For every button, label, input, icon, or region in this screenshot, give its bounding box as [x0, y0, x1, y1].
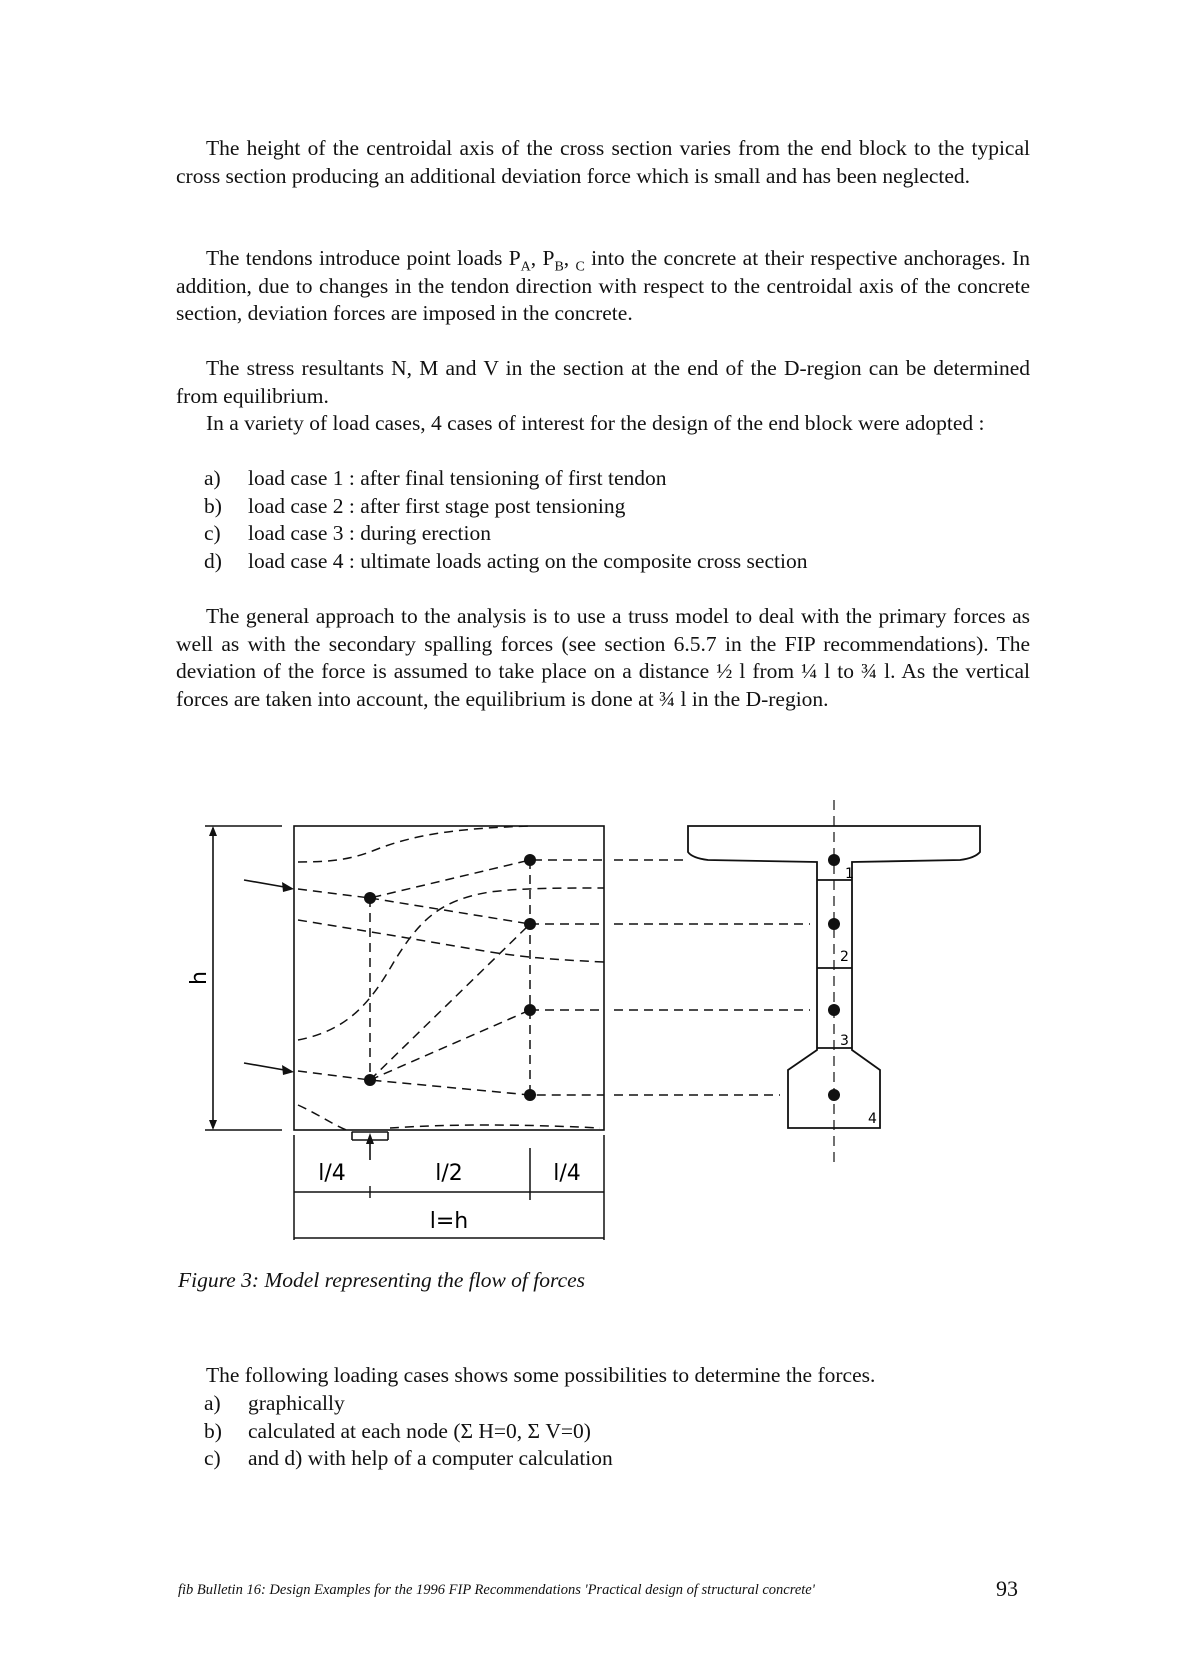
list-item: b) calculated at each node (Σ H=0, Σ V=0): [204, 1418, 591, 1443]
end-block-outline: [294, 826, 604, 1130]
truss-node: [524, 1004, 536, 1016]
height-label: h: [187, 971, 212, 985]
paragraph-load-cases-intro: In a variety of load cases, 4 cases of interest for the design of the end block were adopted :: [206, 411, 985, 435]
section-label-1: 1: [845, 866, 854, 882]
section-label-3: 3: [840, 1033, 849, 1049]
paragraph-loading-cases: The following loading cases shows some possibilities to determine the forces.: [206, 1363, 876, 1387]
paragraph-stress-resultants: The stress resultants N, M and V in the section at the end of the D-region can be determined from equilibrium.: [176, 356, 1030, 408]
list-item: a) graphically: [204, 1391, 345, 1415]
dimension-quarter-left: l/4: [318, 1161, 346, 1186]
page-number: 93: [996, 1576, 1018, 1601]
paragraph-tendons: The tendons introduce point loads $P_A$, $P_B$, $_C$ into the concrete at their respective anchorages. In addition, due to changes in the tendon direction with respect to the centroidal axis of the concrete section, deviation forces are imposed in the concrete.: [176, 246, 1030, 325]
truss-tie-upper: [298, 860, 604, 898]
dimension-total: l=h: [429, 1209, 469, 1234]
stress-trajectory: [298, 826, 530, 862]
paragraph-analysis-approach: The general approach to the analysis is to use a truss model to deal with the primary forces as well as with the secondary spalling forces (see section 6.5.7 in the FIP recommendations). The deviation of the force is assumed to take place on a distance ½ l from ¼ l to ¾ l. As the vertical forces are taken into account, the equilibrium is done at ¾ l in the D-region.: [176, 604, 1030, 711]
method-list: [204, 1390, 613, 1473]
stress-trajectory: [298, 1105, 352, 1132]
list-item: b) load case 2 : after first stage post tensioning: [204, 493, 626, 518]
section-node: [828, 1004, 840, 1016]
truss-node: [524, 918, 536, 930]
dimension-half: l/2: [435, 1161, 463, 1186]
truss-tie-lower: [298, 1071, 604, 1095]
truss-node: [524, 854, 536, 866]
paragraph-centroidal-axis: The height of the centroidal axis of the cross section varies from the end block to the typical cross section producing an additional deviation force which is small and has been neglected.: [176, 136, 1030, 188]
stress-trajectory: [390, 1125, 600, 1128]
figure-caption: Figure 3: Model representing the flow of forces: [178, 1268, 586, 1292]
truss-node: [524, 1089, 536, 1101]
section-node: [828, 854, 840, 866]
truss-node: [364, 1074, 376, 1086]
dimension-quarter-right: l/4: [553, 1161, 581, 1186]
section-node: [828, 1089, 840, 1101]
page-footer: fib Bulletin 16: Design Examples for the 1996 FIP Recommendations 'Practical design of structural concrete': [178, 1582, 815, 1598]
list-item: c) and d) with help of a computer calculation: [204, 1446, 613, 1471]
section-label-2: 2: [840, 949, 849, 965]
section-label-4: 4: [868, 1111, 877, 1127]
stress-trajectory: [298, 920, 604, 962]
list-item: a) load case 1 : after final tensioning of first tendon: [204, 466, 667, 490]
section-node: [828, 918, 840, 930]
list-item: c) load case 3 : during erection: [204, 521, 491, 546]
list-item: d) load case 4 : ultimate loads acting on the composite cross section: [204, 549, 808, 574]
truss-node: [364, 892, 376, 904]
